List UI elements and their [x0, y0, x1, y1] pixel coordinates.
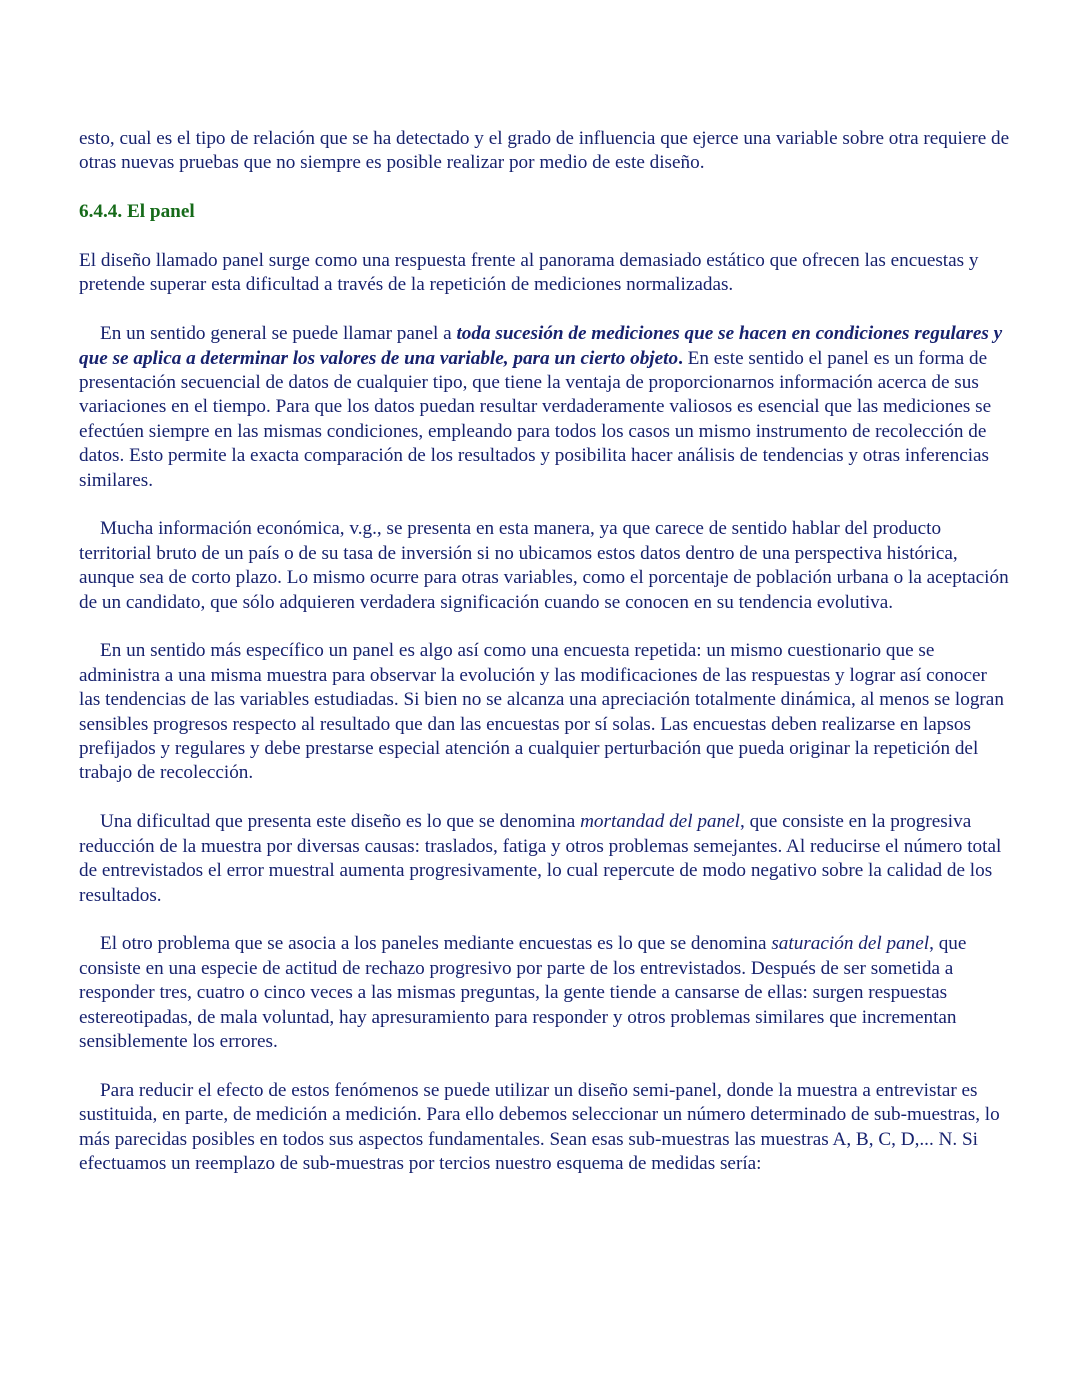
saturation-tail-text: , que consiste en una especie de actitud de rechazo progresivo por parte de los entrevistados. Después de ser sometida a responder tres, cuatro o cinco veces a las mismas preguntas, la gente tiende a cansarse de ellas: surgen respuestas estereotipadas, de mala voluntad, hay apresuramiento para responder y otros problemas similares que incrementan sensiblemente los errores.: [79, 933, 967, 1052]
paragraph-semi-panel: Para reducir el efecto de estos fenómenos se puede utilizar un diseño semi-panel, donde la muestra a entrevistar es sustituida, en parte, de medición a medición. Para ello debemos seleccionar un número determinado de sub-muestras, lo más parecidas posibles en todos sus aspectos fundamentales. Sean esas sub-muestras las muestras A, B, C, D,... N. Si efectuamos un reemplazo de sub-muestras por tercios nuestro esquema de medidas sería:: [79, 1079, 1000, 1174]
paragraph-panel-definition: [79, 322, 1011, 493]
mortality-lead-text: Una dificultad que presenta este diseño es lo que se denomina: [100, 811, 581, 833]
paragraph-continuation: esto, cual es el tipo de relación que se ha detectado y el grado de influencia que ejerce una variable sobre otra requiere de otras nuevas pruebas que no siempre es posible realizar por medio de este diseño.: [79, 128, 1010, 174]
mortality-tail-text: , que consiste en la progresiva reducción de la muestra por diversas causas: traslados, fatiga y otros problemas semejantes. Al reducirse el número total de entrevistados el error muestral aumenta progresivamente, lo cual repercute de modo negativo sobre la calidad de los resultados.: [79, 811, 1002, 906]
paragraph-panel-intro: El diseño llamado panel surge como una respuesta frente al panorama demasiado estático que ofrecen las encuestas y pretende superar esta dificultad a través de la repetición de mediciones normalizadas.: [79, 250, 979, 296]
definition-period: .: [678, 347, 683, 369]
paragraph-panel-mortality: [79, 810, 1011, 908]
section-heading: 6.4.4. El panel: [79, 201, 195, 223]
saturation-lead-text: El otro problema que se asocia a los paneles mediante encuestas es lo que se denomina: [100, 933, 772, 955]
definition-lead-text: En un sentido general se puede llamar panel a: [100, 323, 457, 345]
paragraph-panel-saturation: [79, 932, 1011, 1054]
definition-emphasis: toda sucesión de mediciones que se hacen en condiciones regulares y que se aplica a determinar los valores de una variable, para un cierto objeto: [79, 323, 1003, 369]
paragraph-economic-info: Mucha información económica, v.g., se presenta en esta manera, ya que carece de sentido hablar del producto territorial bruto de un país o de su tasa de inversión si no ubicamos estos datos dentro de una perspectiva histórica, aunque sea de corto plazo. Lo mismo ocurre para otras variables, como el porcentaje de población urbana o la aceptación de un candidato, que sólo adquieren verdadera significación cuando se conocen en su tendencia evolutiva.: [79, 518, 1009, 613]
saturation-term: saturación del panel: [771, 933, 930, 955]
paragraph-specific-sense: En un sentido más específico un panel es algo así como una encuesta repetida: un mismo cuestionario que se administra a una misma muestra para observar la evolución y las modificaciones de las respuestas y lograr así conocer las tendencias de las variables estudiadas. Si bien no se alcanza una apreciación totalmente dinámica, al menos se logran sensibles progresos respecto al resultado que dan las encuestas por sí solas. Las encuestas deben realizarse en lapsos prefijados y regulares y debe prestarse especial atención a cualquier perturbación que pueda originar la repetición del trabajo de recolección.: [79, 640, 1004, 784]
definition-tail-text: En este sentido el panel es un forma de presentación secuencial de datos de cualquier tipo, que tiene la ventaja de proporcionarnos información acerca de sus variaciones en el tiempo. Para que los datos puedan resultar verdaderamente valiosos es esencial que las mediciones se efectúen siempre en las mismas condiciones, empleando para todos los casos un mismo instrumento de recolección de datos. Esto permite la exacta comparación de los resultados y posibilita hacer análisis de tendencias y otras inferencias similares.: [79, 347, 992, 491]
document-page: [79, 127, 1011, 1201]
mortality-term: mortandad del panel: [580, 811, 740, 833]
